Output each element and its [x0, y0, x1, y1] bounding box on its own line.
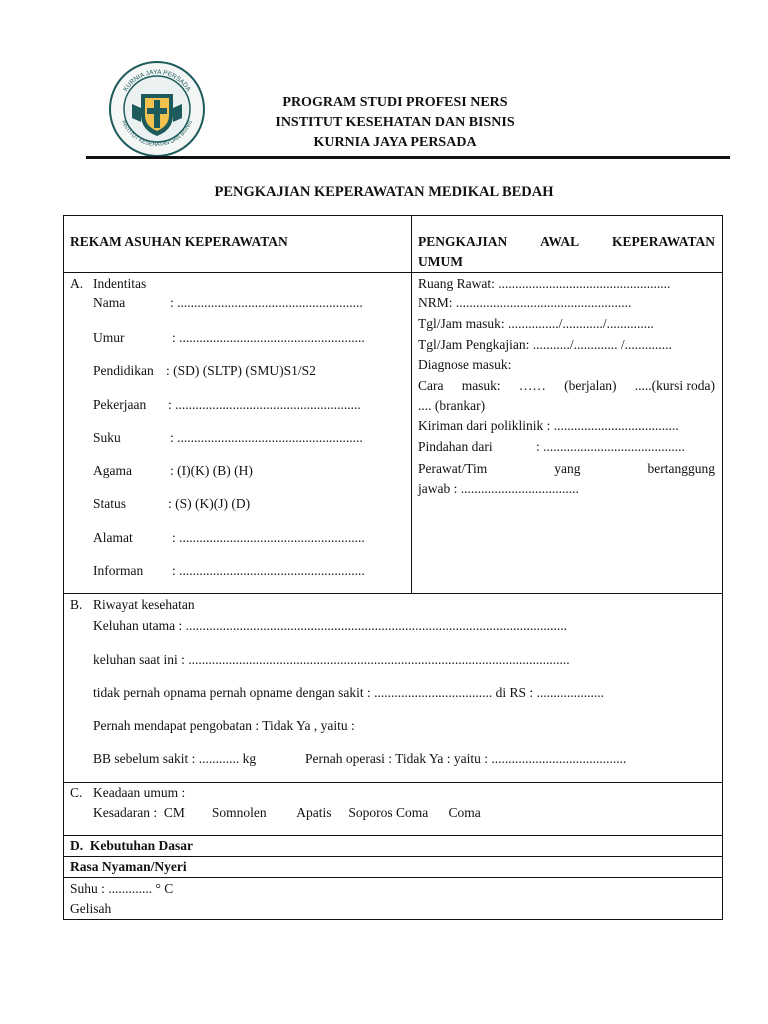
header-line-3: KURNIA JAYA PERSADA [313, 135, 477, 150]
pindahan-field[interactable]: : .......................................... [536, 439, 685, 454]
section-a-title: Indentitas [93, 276, 147, 291]
umur-field[interactable]: : ....................................................... [172, 330, 365, 345]
alamat-label: Alamat [93, 530, 133, 545]
agama-options[interactable]: : (I)(K) (B) (H) [170, 463, 253, 478]
pekerjaan-field[interactable]: : ....................................................... [168, 397, 361, 412]
status-options[interactable]: : (S) (K)(J) (D) [168, 496, 251, 511]
tgl-pengkajian-field[interactable]: Tgl/Jam Pengkajian: .........../............. /.............. [418, 337, 672, 352]
section-b-label: B. [70, 597, 83, 612]
opname-field[interactable]: tidak pernah opnama pernah opname dengan sakit : ................................... di RS : .................... [93, 685, 605, 700]
tgl-masuk-field[interactable]: Tgl/Jam masuk: .............../............/.............. [418, 316, 654, 331]
operasi-field[interactable]: Pernah operasi : Tidak Ya : yaitu : ........................................ [305, 751, 627, 766]
section-c-label: C. [70, 785, 83, 800]
gelisah-checkbox[interactable]: Gelisah [70, 901, 112, 916]
keluhan-saat-ini-field[interactable]: keluhan saat ini : ................................................................................................................. [93, 652, 570, 667]
pendidikan-label: Pendidikan [93, 363, 154, 378]
suku-label: Suku [93, 430, 121, 445]
section-a-label: A. [70, 276, 84, 291]
right-header-line-1: PENGKAJIAN AWAL KEPERAWATAN [418, 234, 715, 249]
umur-label: Umur [93, 330, 125, 345]
diagnose-label: Diagnose masuk: [418, 357, 512, 372]
alamat-field[interactable]: : ....................................................... [172, 530, 365, 545]
kiriman-field[interactable]: Kiriman dari poliklinik : ..................................... [418, 418, 679, 433]
pindahan-label: Pindahan dari [418, 439, 493, 454]
agama-label: Agama [93, 463, 132, 478]
header-line-1: PROGRAM STUDI PROFESI NERS [282, 95, 508, 110]
status-label: Status [93, 496, 127, 511]
perawat-label: Perawat/Tim yang bertanggung [418, 461, 715, 476]
suhu-field[interactable]: Suhu : ............. ° C [70, 881, 174, 896]
informan-label: Informan [93, 563, 144, 578]
right-header-line-2: UMUM [418, 254, 463, 269]
bb-field[interactable]: BB sebelum sakit : ............ kg [93, 751, 257, 766]
header-rule [86, 156, 730, 159]
nama-field[interactable]: : ....................................................... [170, 295, 363, 310]
section-d-title: D. Kebutuhan Dasar [70, 838, 194, 853]
keluhan-utama-field[interactable]: Keluhan utama : ................................................................................................................. [93, 618, 567, 633]
form-title: PENGKAJIAN KEPERAWATAN MEDIKAL BEDAH [214, 184, 554, 200]
nrm-field[interactable]: NRM: .................................................... [418, 295, 632, 310]
section-c-title: Keadaan umum : [93, 785, 186, 800]
rasa-nyaman-title: Rasa Nyaman/Nyeri [70, 859, 187, 874]
ruang-rawat-field[interactable]: Ruang Rawat: ................................................... [418, 276, 671, 291]
header-line-2: INSTITUT KESEHATAN DAN BISNIS [275, 115, 515, 130]
logo-bottom-text: INSTITUT KESEHATAN DAN BISNIS [120, 119, 194, 149]
pengobatan-field[interactable]: Pernah mendapat pengobatan : Tidak Ya , yaitu : [93, 718, 355, 733]
cara-masuk-brankar[interactable]: .... (brankar) [418, 398, 486, 413]
nama-label: Nama [93, 295, 126, 310]
pekerjaan-label: Pekerjaan [93, 397, 147, 412]
left-header: REKAM ASUHAN KEPERAWATAN [70, 234, 288, 249]
pendidikan-options[interactable]: : (SD) (SLTP) (SMU)S1/S2 [166, 363, 316, 378]
logo-top-text: KURNIA JAYA PERSADA [122, 68, 192, 93]
kesadaran-options[interactable]: Kesadaran : CM Somnolen Apatis Soporos Coma Coma [93, 805, 481, 820]
informan-field[interactable]: : ....................................................... [172, 563, 365, 578]
suku-field[interactable]: : ....................................................... [170, 430, 363, 445]
section-b-title: Riwayat kesehatan [93, 597, 195, 612]
jawab-field[interactable]: jawab : ................................... [418, 481, 579, 496]
cara-masuk-field[interactable]: Cara masuk: …… (berjalan) .....(kursi roda) [418, 378, 715, 393]
